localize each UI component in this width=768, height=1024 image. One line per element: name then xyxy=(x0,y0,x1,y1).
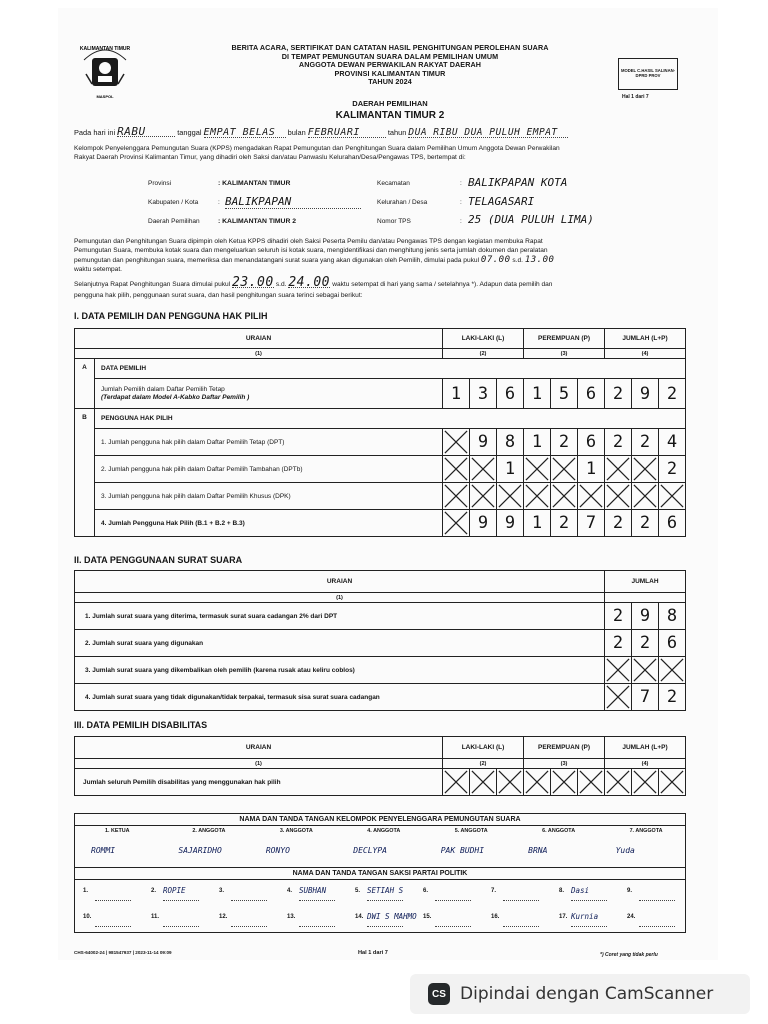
kelurahan-label: Kelurahan / Desa xyxy=(377,199,428,206)
time-end-value: 13.00 xyxy=(524,255,555,265)
kpps-signature: PAK BUDHI xyxy=(440,846,485,855)
digit-cell: 9 xyxy=(470,510,497,537)
crossed-cell xyxy=(551,456,578,483)
saksi-signature-cell xyxy=(483,906,551,932)
digit-cell: 5 xyxy=(551,379,578,409)
table-row: 4. Jumlah Pengguna Hak Pilih (B.1 + B.2 + B.3) 9 9 1 2 7 2 2 6 xyxy=(75,510,686,537)
saksi-signature: ROPIE xyxy=(163,886,186,895)
kecamatan-label: Kecamatan xyxy=(377,180,410,187)
digit-cell: 7 xyxy=(632,684,659,711)
digit-cell: 2 xyxy=(605,510,632,537)
time-start-value: 07.00 xyxy=(480,255,511,265)
crossed-cell xyxy=(524,483,551,510)
digit-cell: 2 xyxy=(605,429,632,456)
logo-sub: MASPOL xyxy=(96,94,114,99)
saksi-signature-cell xyxy=(279,906,347,932)
saksi-number: 8. xyxy=(559,888,565,894)
row-b-label: B xyxy=(75,409,95,537)
crossed-cell xyxy=(470,456,497,483)
kpu-logo xyxy=(80,38,130,104)
document-title: BERITA ACARA, SERTIFIKAT DAN CATATAN HASIL PENGHITUNGAN PEROLEHAN SUARA DI TEMPAT PEMUNGUTAN SUARA DALAM PEMILIHAN UMUM ANGGOTA DEWAN PERWAKILAN RAKYAT DAERAH PROVINSI KALIMANTAN TIMUR TAHUN 2024 xyxy=(231,43,549,87)
digit-cell: 9 xyxy=(497,510,524,537)
footnote: *) Coret yang tidak perlu xyxy=(600,952,658,958)
para-line-5: Selanjutnya Rapat Penghitungan Suara dimulai pukul 23.00 s.d. 24.00 waktu setempat di hari yang sama / setelahnya *). Adapun data pemilih dan xyxy=(74,275,553,290)
crossed-cell xyxy=(551,769,578,796)
table-row: 2. Jumlah surat suara yang digunakan 2 2 6 xyxy=(75,630,686,657)
crossed-cell xyxy=(551,483,578,510)
row-a-label: A xyxy=(75,359,95,409)
kpps-signature-cell xyxy=(75,826,162,868)
saksi-number: 4. xyxy=(287,888,293,894)
kpps-role-label: 7. ANGGOTA xyxy=(629,828,663,834)
saksi-signature-cell xyxy=(415,906,483,932)
table-disabilitas: URAIAN LAKI-LAKI (L) PEREMPUAN (P) JUMLAH (L+P) (1) (2) (3) (4) Jumlah seluruh Pemilih disabilitas yang menggunakan hak pilih xyxy=(74,736,686,796)
crossed-cell xyxy=(632,657,659,684)
saksi-signature: Kurnia xyxy=(571,912,599,921)
table-row: 1. Jumlah surat suara yang diterima, termasuk surat suara cadangan 2% dari DPT 2 9 8 xyxy=(75,603,686,630)
crossed-cell xyxy=(524,456,551,483)
logo-text: KALIMANTAN TIMUR xyxy=(80,46,130,52)
kabupaten-label: Kabupaten / Kota xyxy=(148,199,199,206)
crossed-cell xyxy=(470,483,497,510)
para-line-3: pemungutan dan penghitungan suara, memeriksa dan menandatangani surat suara yang akan digunakan oleh Pemilih, dimulai pada pukul 07.00 s.d. 13.00 xyxy=(74,255,555,265)
row-b-title: PENGGUNA HAK PILIH xyxy=(95,409,686,429)
crossed-cell xyxy=(524,769,551,796)
section-1-title: I. DATA PEMILIH DAN PENGGUNA HAK PILIH xyxy=(74,311,268,321)
table-pemilih: URAIAN LAKI-LAKI (L) PEREMPUAN (P) JUMLAH (L+P) (1) (2) (3) (4) A DATA PEMILIH Jumlah Pemilih dalam Daftar Pemilih Tetap (Terdapat dalam Model A-Kabko Daftar Pemilih ) 1 3 6 1 5 6 2 9 2 B PENGGUNA HAK PILIH 1. Jumlah pengguna hak pilih dalam Daftar Pemilih Tetap (DPT) 9 8 1 2 6 2 2 4 2. Jumlah pengguna hak pilih dalam Daftar Pemilih Tambahan (DPTb) 1 1 2 3. Jumlah pengguna hak pilih dalam Daftar Pemilih Khusus (DPK) 4. Jumlah Pengguna Hak Pilih (B.1 + B.2 + B.3) 9 9 1 2 7 2 2 6 xyxy=(74,328,686,537)
table-row: 3. Jumlah surat suara yang dikembalikan oleh pemilih (karena rusak atau keliru coblos) xyxy=(75,657,686,684)
crossed-cell xyxy=(659,483,686,510)
model-stamp: MODEL C.HASIL SALINAN-DPRD PROV xyxy=(618,58,678,90)
row-a-title: DATA PEMILIH xyxy=(95,359,686,379)
intro-line-3: Rakyat Daerah Provinsi Kalimantan Timur, yang dihadiri oleh Saksi dan/atau Panwaslu Kelurahan/Desa/Pengawas TPS, bertempat di: xyxy=(74,154,466,161)
digit-cell: 2 xyxy=(551,429,578,456)
page-number-bottom: Hal 1 dari 7 xyxy=(358,950,388,956)
provinsi-label: Provinsi xyxy=(148,180,172,187)
digit-cell: 2 xyxy=(659,379,686,409)
kpps-signature-cell xyxy=(512,826,599,868)
saksi-number: 10. xyxy=(83,914,92,920)
saksi-signature-cell xyxy=(415,880,483,906)
col-uraian: URAIAN xyxy=(75,571,605,593)
saksi-number: 14. xyxy=(355,914,364,920)
crossed-cell xyxy=(578,769,605,796)
kpps-signature-cell xyxy=(337,826,424,868)
crossed-cell xyxy=(605,657,632,684)
saksi-number: 16. xyxy=(491,914,500,920)
table-row: 2. Jumlah pengguna hak pilih dalam Daftar Pemilih Tambahan (DPTb) 1 1 2 xyxy=(75,456,686,483)
camscanner-icon: CS xyxy=(428,983,450,1005)
saksi-signature-cell xyxy=(551,906,619,932)
col-jumlah: JUMLAH (L+P) xyxy=(605,329,686,349)
saksi-signature-cell xyxy=(211,906,279,932)
saksi-signature: Dasi xyxy=(571,886,590,895)
crossed-cell xyxy=(470,769,497,796)
col-jumlah: JUMLAH xyxy=(605,571,686,593)
digit-cell: 9 xyxy=(470,429,497,456)
dapil-value: KALIMANTAN TIMUR 2 xyxy=(335,110,445,121)
digit-cell: 2 xyxy=(605,630,632,657)
saksi-number: 24. xyxy=(627,914,636,920)
digit-cell: 6 xyxy=(578,379,605,409)
digit-cell: 1 xyxy=(524,510,551,537)
kpps-role-label: 2. ANGGOTA xyxy=(192,828,226,834)
digit-cell: 9 xyxy=(632,379,659,409)
saksi-number: 1. xyxy=(83,888,89,894)
saksi-signature: SUBHAN xyxy=(299,886,327,895)
crossed-cell xyxy=(443,429,470,456)
digit-cell: 1 xyxy=(524,379,551,409)
saksi-signature-cell xyxy=(75,906,143,932)
kpps-signature: Yuda xyxy=(615,846,635,855)
saksi-signature-cell xyxy=(75,880,143,906)
digit-cell: 2 xyxy=(605,603,632,630)
kabupaten-value: BALIKPAPAN xyxy=(225,195,361,209)
tps-value: 25 (DUA PULUH LIMA) xyxy=(468,213,594,226)
tanggal-value: EMPAT BELAS xyxy=(204,129,286,138)
saksi-signature-cell xyxy=(483,880,551,906)
saksi-number: 2. xyxy=(151,888,157,894)
table-row: 1. Jumlah pengguna hak pilih dalam Daftar Pemilih Tetap (DPT) 9 8 1 2 6 2 2 4 xyxy=(75,429,686,456)
kpps-role-label: 3. ANGGOTA xyxy=(279,828,313,834)
bulan-value: FEBRUARI xyxy=(308,129,386,138)
count-start-value: 23.00 xyxy=(232,275,274,290)
kpps-role-label: 5. ANGGOTA xyxy=(454,828,488,834)
dapil-info-value: : KALIMANTAN TIMUR 2 xyxy=(218,218,297,225)
camscanner-watermark xyxy=(410,974,750,1014)
saksi-signature-cell xyxy=(347,880,415,906)
tps-label: Nomor TPS xyxy=(377,218,411,225)
digit-cell: 2 xyxy=(551,510,578,537)
digit-cell: 2 xyxy=(632,510,659,537)
digit-cell: 6 xyxy=(659,630,686,657)
crossed-cell xyxy=(605,483,632,510)
kpps-signature: SAJARIDHO xyxy=(178,846,222,855)
dapil-label: DAERAH PEMILIHAN xyxy=(352,99,428,108)
saksi-signature-cell xyxy=(619,880,687,906)
crossed-cell xyxy=(605,684,632,711)
saksi-number: 3. xyxy=(219,888,225,894)
digit-cell: 2 xyxy=(632,429,659,456)
kpps-signature-cell xyxy=(600,826,687,868)
provinsi-value: : KALIMANTAN TIMUR xyxy=(218,180,291,187)
crossed-cell xyxy=(443,456,470,483)
digit-cell: 1 xyxy=(524,429,551,456)
digit-cell: 6 xyxy=(497,379,524,409)
saksi-number: 12. xyxy=(219,914,228,920)
para-line-1: Pemungutan dan Penghitungan Suara dipimpin oleh Ketua KPPS dihadiri oleh Saksi Peserta Pemilu dan/atau Pengawas TPS dengan kegiatan membuka Rapat xyxy=(74,238,543,245)
page-number-top: Hal 1 dari 7 xyxy=(622,94,649,100)
kpps-signature-cell xyxy=(250,826,337,868)
kpps-signature-cell xyxy=(162,826,249,868)
hari-value: RABU xyxy=(117,128,175,137)
crossed-cell xyxy=(443,483,470,510)
digit-cell: 2 xyxy=(659,456,686,483)
kpps-role-label: 1. KETUA xyxy=(105,828,130,834)
saksi-number: 9. xyxy=(627,888,633,894)
digit-cell: 1 xyxy=(578,456,605,483)
kpps-signature: DECLYPA xyxy=(353,846,387,855)
section-2-title: II. DATA PENGGUNAAN SURAT SUARA xyxy=(74,555,243,565)
crossed-cell xyxy=(632,769,659,796)
saksi-signature-cell xyxy=(143,906,211,932)
dapil-info-label: Daerah Pemilihan xyxy=(148,218,200,225)
col-uraian: URAIAN xyxy=(75,329,443,349)
saksi-number: 11. xyxy=(151,914,160,920)
digit-cell: 6 xyxy=(578,429,605,456)
crossed-cell xyxy=(659,657,686,684)
crossed-cell xyxy=(443,769,470,796)
saksi-signature-cell xyxy=(551,880,619,906)
saksi-number: 5. xyxy=(355,888,361,894)
kpps-signature: ROMMI xyxy=(91,846,116,855)
crossed-cell xyxy=(443,510,470,537)
saksi-number: 6. xyxy=(423,888,429,894)
digit-cell: 6 xyxy=(659,510,686,537)
digit-cell: 9 xyxy=(632,603,659,630)
crossed-cell xyxy=(659,769,686,796)
digit-cell: 8 xyxy=(659,603,686,630)
table-surat-suara: URAIAN JUMLAH (1) 1. Jumlah surat suara yang diterima, termasuk surat suara cadangan 2% dari DPT 2 9 8 2. Jumlah surat suara yang digunakan 2 2 6 3. Jumlah surat suara yang dikembalikan oleh pemilih (karena rusak atau keliru coblos) 4. Jumlah surat suara yang tidak digunakan/tidak terpakai, termasuk sisa surat suara cadangan 7 2 xyxy=(74,570,686,711)
table-row: Jumlah Pemilih dalam Daftar Pemilih Tetap (Terdapat dalam Model A-Kabko Daftar Pemilih ) 1 3 6 1 5 6 2 9 2 xyxy=(75,379,686,409)
kpps-role-label: 6. ANGGOTA xyxy=(542,828,576,834)
kpps-signature-cell xyxy=(425,826,512,868)
signature-block: NAMA DAN TANDA TANGAN KELOMPOK PENYELENGGARA PEMUNGUTAN SUARA 1. KETUA ROMMI 2. ANGGOTA SAJARIDHO 3. ANGGOTA RONYO 4. ANGGOTA DECLYPA 5. ANGGOTA PAK BUDHI 6. ANGGOTA BRNA 7. ANGGOTA Yuda NAMA DAN TANDA TANGAN SAKSI PARTAI POLITIK 1. 2. ROPIE 3. 4. SUBHAN 5. SETIAH S 6. 7. 8. Dasi 9. 10. 11. 12. 13. 14. DWI S MAHMO 15. 16. 17. Kurnia 24. xyxy=(74,813,686,933)
saksi-signature-cell xyxy=(619,906,687,932)
intro-date-line: Pada hari ini RABU tanggal EMPAT BELAS bulan FEBRUARI tahun DUA RIBU DUA PULUH EMPAT xyxy=(74,128,568,138)
crossed-cell xyxy=(497,483,524,510)
saksi-signature-cell xyxy=(211,880,279,906)
saksi-signature: DWI S MAHMO xyxy=(367,912,417,921)
digit-cell: 3 xyxy=(470,379,497,409)
table-row: Jumlah seluruh Pemilih disabilitas yang menggunakan hak pilih xyxy=(75,769,686,796)
crossed-cell xyxy=(605,456,632,483)
saksi-number: 15. xyxy=(423,914,432,920)
saksi-number: 7. xyxy=(491,888,497,894)
para-line-2: Pemungutan Suara, membuka kotak suara dan mengeluarkan seluruh isi kotak suara, mengidentifikasi dan menghitung jenis serta jumlah dokumen dan peralatan xyxy=(74,247,548,254)
digit-cell: 8 xyxy=(497,429,524,456)
camscanner-text: Dipindai dengan CamScanner xyxy=(460,984,714,1004)
saksi-number: 13. xyxy=(287,914,296,920)
section-3-title: III. DATA PEMILIH DISABILITAS xyxy=(74,720,208,730)
document-code: CHS-64002-24 | 981547937 | 2023-11-14 09:09 xyxy=(74,950,172,955)
saksi-signature-cell xyxy=(143,880,211,906)
crossed-cell xyxy=(497,769,524,796)
kpps-role-label: 4. ANGGOTA xyxy=(367,828,401,834)
crossed-cell xyxy=(632,456,659,483)
digit-cell: 1 xyxy=(497,456,524,483)
col-perempuan: PEREMPUAN (P) xyxy=(524,329,605,349)
digit-cell: 2 xyxy=(632,630,659,657)
intro-line-2: Kelompok Penyelenggara Pemungutan Suara (KPPS) mengadakan Rapat Pemungutan dan Penghitungan Suara dalam Pemilihan Umum Anggota Dewan Perwakilan xyxy=(74,145,560,152)
table-row: 4. Jumlah surat suara yang tidak digunakan/tidak terpakai, termasuk sisa surat suara cadangan 7 2 xyxy=(75,684,686,711)
kecamatan-value: BALIKPAPAN KOTA xyxy=(468,176,568,189)
kpps-signature: RONYO xyxy=(265,846,290,855)
digit-cell: 2 xyxy=(605,379,632,409)
tahun-value: DUA RIBU DUA PULUH EMPAT xyxy=(408,129,568,138)
table-row: 3. Jumlah pengguna hak pilih dalam Daftar Pemilih Khusus (DPK) xyxy=(75,483,686,510)
count-end-value: 24.00 xyxy=(288,275,330,290)
saksi-number: 17. xyxy=(559,914,568,920)
saksi-signature-cell xyxy=(347,906,415,932)
crossed-cell xyxy=(578,483,605,510)
col-laki: LAKI-LAKI (L) xyxy=(443,329,524,349)
saksi-signature-cell xyxy=(279,880,347,906)
digit-cell: 2 xyxy=(659,684,686,711)
saksi-signature: SETIAH S xyxy=(367,886,404,895)
para-line-4: waktu setempat. xyxy=(74,266,123,273)
crossed-cell xyxy=(632,483,659,510)
kpps-signature: BRNA xyxy=(528,846,548,855)
digit-cell: 4 xyxy=(659,429,686,456)
para-line-6: pengguna hak pilih, penggunaan surat suara, dan hasil penghitungan suara terinci sebagai berikut: xyxy=(74,292,363,299)
digit-cell: 7 xyxy=(578,510,605,537)
kelurahan-value: TELAGASARI xyxy=(468,195,535,208)
digit-cell: 1 xyxy=(443,379,470,409)
crossed-cell xyxy=(605,769,632,796)
